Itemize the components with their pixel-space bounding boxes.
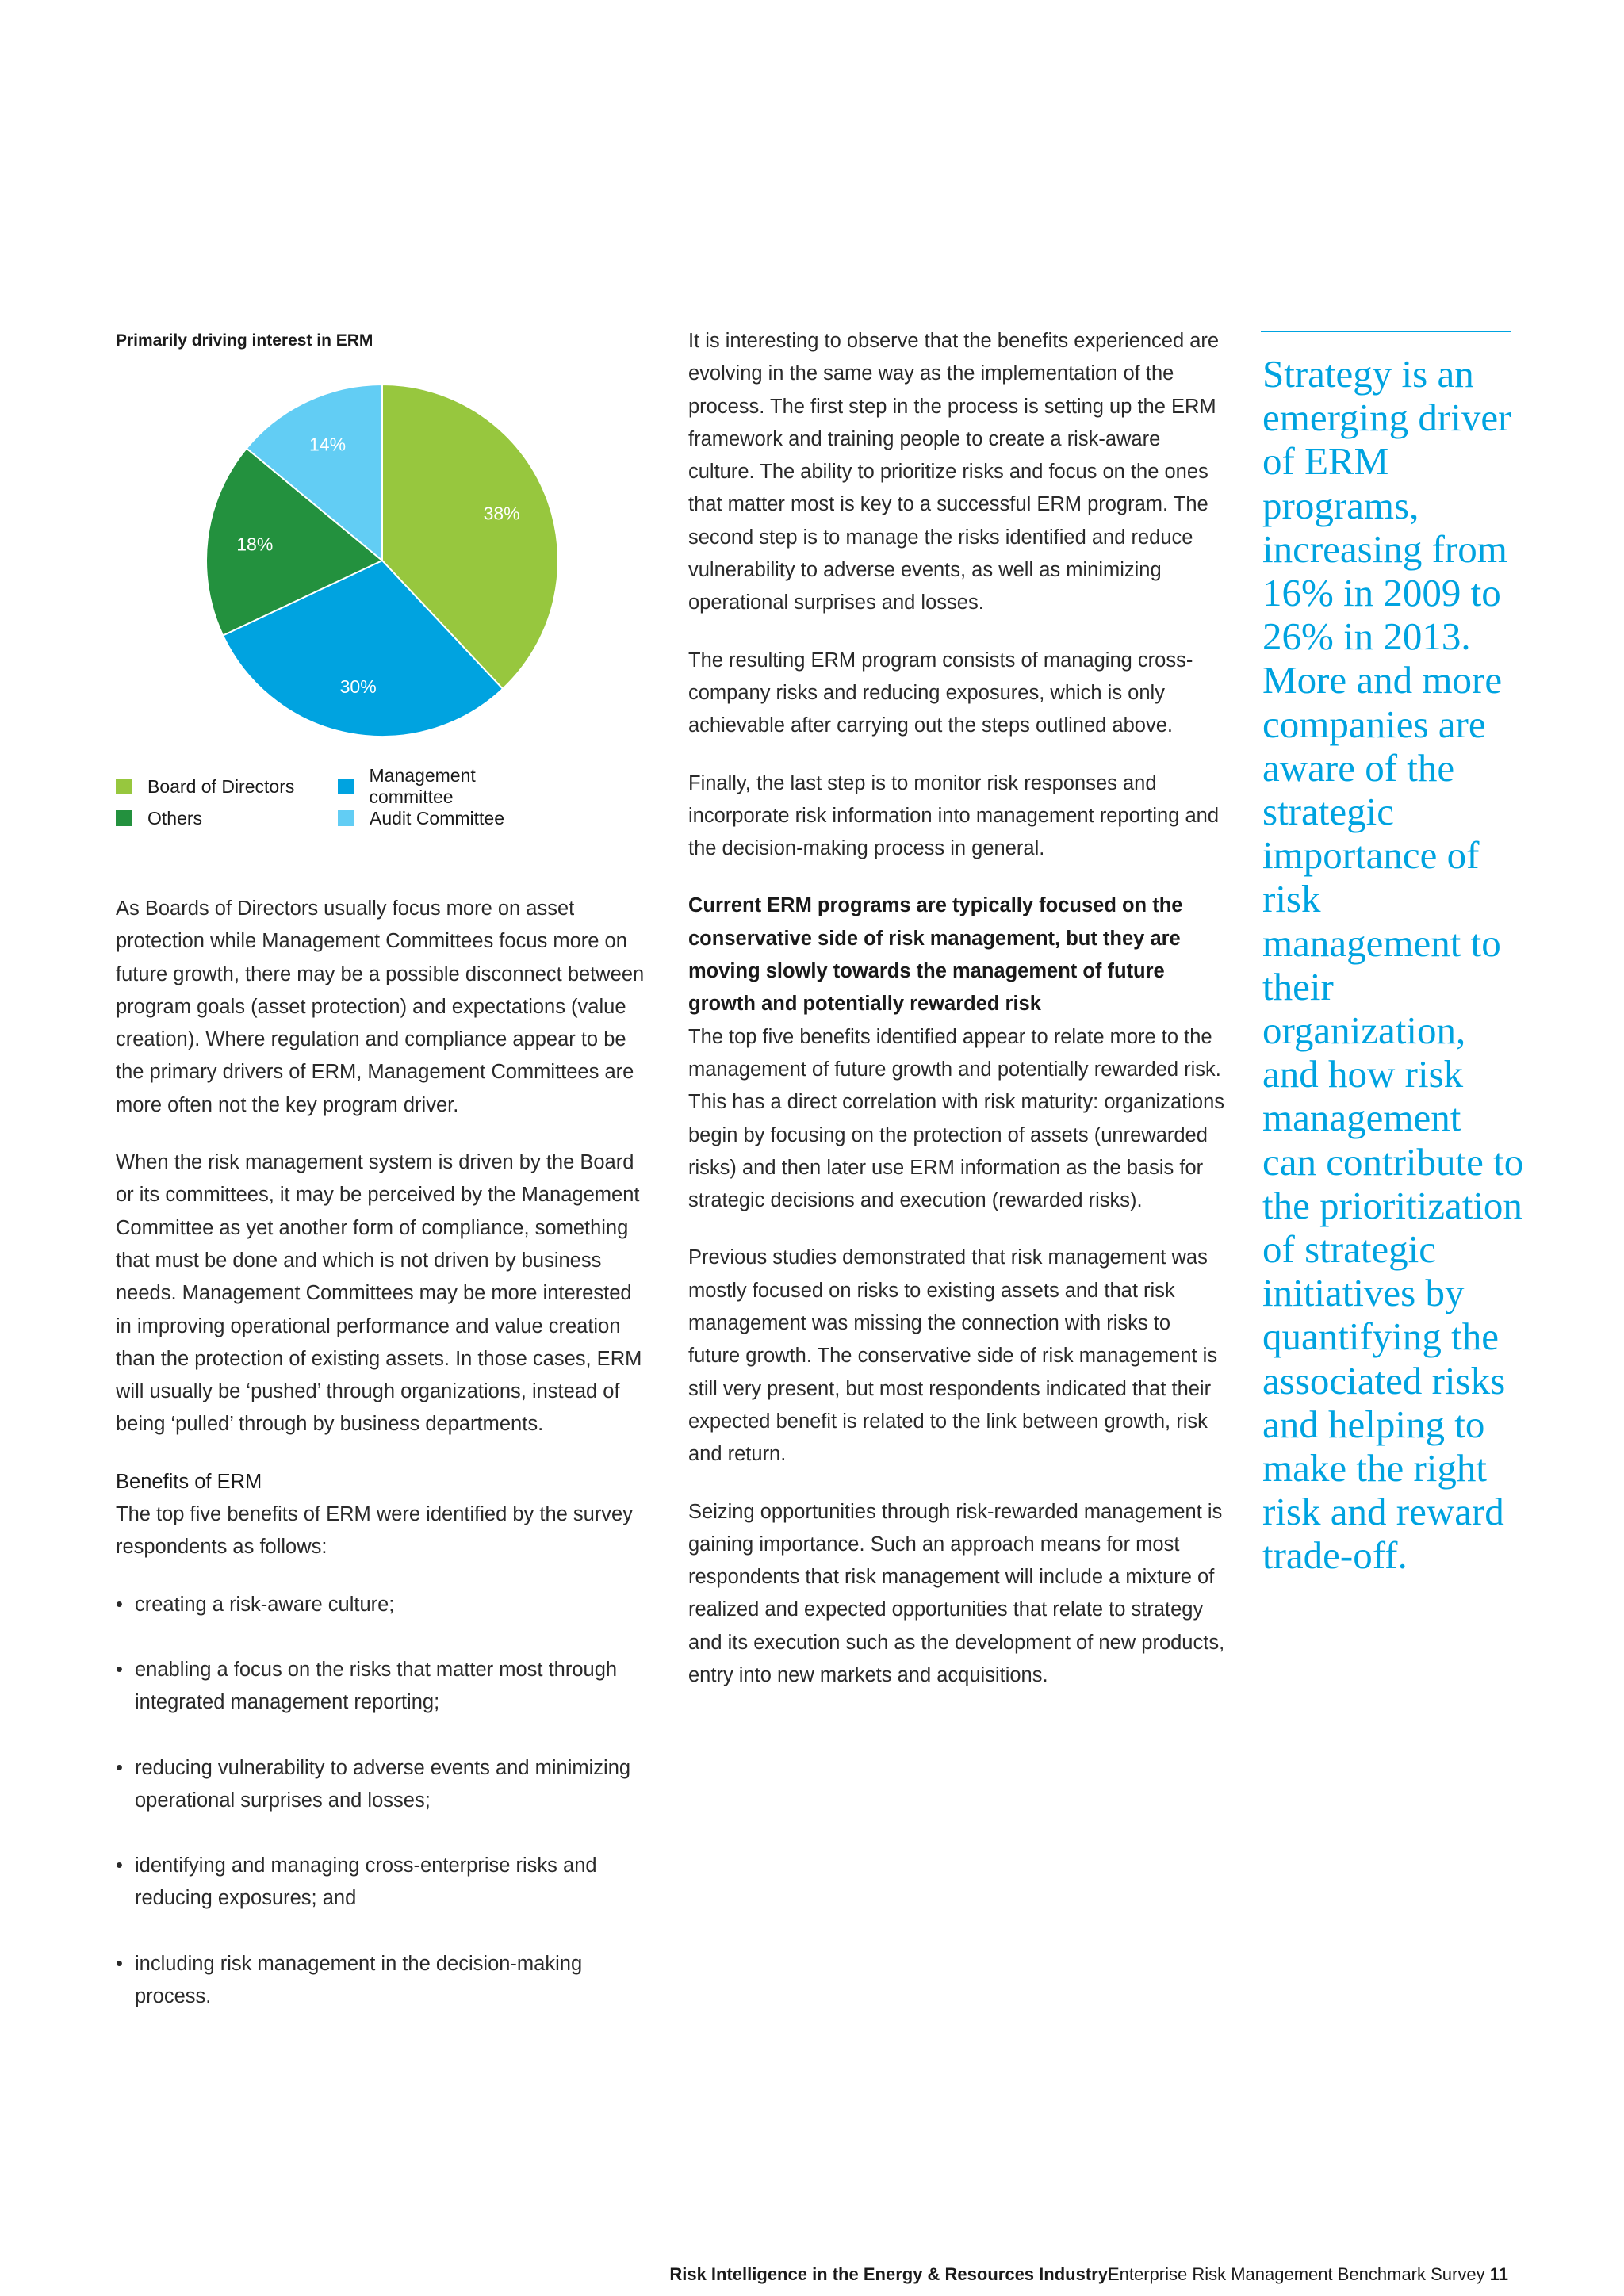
list-item xyxy=(116,1752,647,1818)
footer-publication-bold: Risk Intelligence in the Energy & Resources Industry xyxy=(669,2264,1108,2284)
legend-swatch xyxy=(116,779,132,794)
bullet-symbol: • xyxy=(116,1854,123,1877)
body-paragraph: Previous studies demonstrated that risk management was mostly focused on risks to existing assets and that risk management was missing the connection with risks to future growth. The conservative side of risk management is still very present, but most respondents indicated that their expected benefit is related to the link between growth, risk and return. xyxy=(688,1246,1218,1466)
section-heading: Current ERM programs are typically focused on the conservative side of risk management, but they are moving slowly towards the management of future growth and potentially rewarded risk xyxy=(688,894,1183,1016)
legend-swatch xyxy=(116,810,132,826)
legend-label: Others xyxy=(147,807,203,828)
body-paragraph: When the risk management system is driven by the Board or its committees, it may be perceived by the Management Committee as yet another form of compliance, something that must be done and which is not driven by business needs. Management Committees may be more interested in improving operational performance and value creation than the protection of existing assets. In those cases, ERM will usually be ‘pushed’ through organizations, instead of being ‘pulled’ through by business departments. xyxy=(116,1151,642,1436)
pie-value-label: 30% xyxy=(339,676,377,698)
body-paragraph: The resulting ERM program consists of managing cross-company risks and reducing exposures, which is only achievable after carrying out the steps outlined above. xyxy=(688,649,1193,737)
list-item-text: enabling a focus on the risks that matter most through integrated management reporting; xyxy=(135,1658,618,1714)
body-paragraph: As Boards of Directors usually focus more on asset protection while Management Committees focus more on future growth, there may be a possible disconnect between program goals (asset protection) and expectations (value creation). Where regulation and compliance appear to be the primary drivers of ERM, Management Committees are more often not the key program driver. xyxy=(116,897,645,1116)
list-item-text: creating a risk-aware culture; xyxy=(135,1593,395,1616)
list-item xyxy=(116,1654,647,1720)
list-item xyxy=(116,1589,647,1621)
list-item-text: identifying and managing cross-enterprise risks and reducing exposures; and xyxy=(135,1854,597,1910)
list-item-text: reducing vulnerability to adverse events and minimizing operational surprises and losses; xyxy=(135,1756,631,1812)
middle-column xyxy=(688,325,1228,1716)
list-item xyxy=(116,1948,647,2014)
body-paragraph: The top five benefits of ERM were identified by the survey respondents as follows: xyxy=(116,1503,633,1559)
pie-chart xyxy=(116,373,647,753)
body-paragraph: It is interesting to observe that the benefits experienced are evolving in the same way as the implementation of the process. The first step in the process is setting up the ERM framework and training people to create a risk-aware culture. The ability to prioritize risks and focus on the ones that matter most is key to a successful ERM program. The second step is to manage the risks identified and reduce vulnerability to adverse events, as well as minimizing operational surprises and losses. xyxy=(688,330,1220,614)
legend-swatch xyxy=(338,779,354,794)
bullet-symbol: • xyxy=(116,1756,123,1779)
legend-swatch xyxy=(338,810,354,826)
bullet-symbol: • xyxy=(116,1593,123,1616)
bullet-symbol: • xyxy=(116,1658,123,1681)
list-item xyxy=(116,1850,647,1915)
legend-label: Audit Committee xyxy=(370,807,505,828)
legend-item-others xyxy=(116,808,338,829)
legend-item-management-committee xyxy=(338,765,560,808)
legend-label: Management committee xyxy=(369,765,476,807)
legend-label: Board of Directors xyxy=(147,775,295,797)
legend-item-board-of-directors xyxy=(116,776,338,798)
pie-value-label: 18% xyxy=(236,534,274,555)
body-paragraph: Seizing opportunities through risk-rewarded management is gaining importance. Such an approach means for most respondents that risk management will include a mixture of realized and expected opportunities that relate to strategy and its execution such as the development of new products, entry into new markets and acquisitions. xyxy=(688,1500,1225,1686)
list-item-text: including risk management in the decision-making process. xyxy=(135,1952,583,2008)
page-number: 11 xyxy=(1489,2264,1508,2284)
chart-legend xyxy=(116,765,647,834)
footer-publication: Enterprise Risk Management Benchmark Survey xyxy=(1107,2264,1485,2284)
section-heading: Benefits of ERM xyxy=(116,1470,262,1493)
page-footer xyxy=(669,2264,1508,2285)
body-paragraph: The top five benefits identified appear to relate more to the management of future growth and potentially rewarded risk. This has a direct correlation with risk maturity: organizations begin by focusing on the protection of assets (unrewarded risks) and then later use ERM information as the basis for strategic decisions and execution (rewarded risks). xyxy=(688,1025,1225,1212)
legend-item-audit-committee xyxy=(338,808,560,829)
body-paragraph: Finally, the last step is to monitor risk responses and incorporate risk information into management reporting and the decision-making process in general. xyxy=(688,771,1220,860)
pie-value-label: 14% xyxy=(309,434,347,455)
pie-value-label: 38% xyxy=(483,503,520,524)
chart-title: Primarily driving interest in ERM xyxy=(116,331,373,350)
pullquote: Strategy is an emerging driver of ERM programs, increasing from 16% in 2009 to 26% in 2013. More and more companies are aware of the strategic importance of risk management to their organization, and how risk management can contribute to the prioritization of strategic initiatives by quantifying the associated risks and helping to make the right risk and reward trade-off. xyxy=(1262,352,1524,1578)
pullquote-rule xyxy=(1261,331,1511,332)
left-column xyxy=(116,893,647,2045)
bullet-symbol: • xyxy=(116,1952,123,1975)
